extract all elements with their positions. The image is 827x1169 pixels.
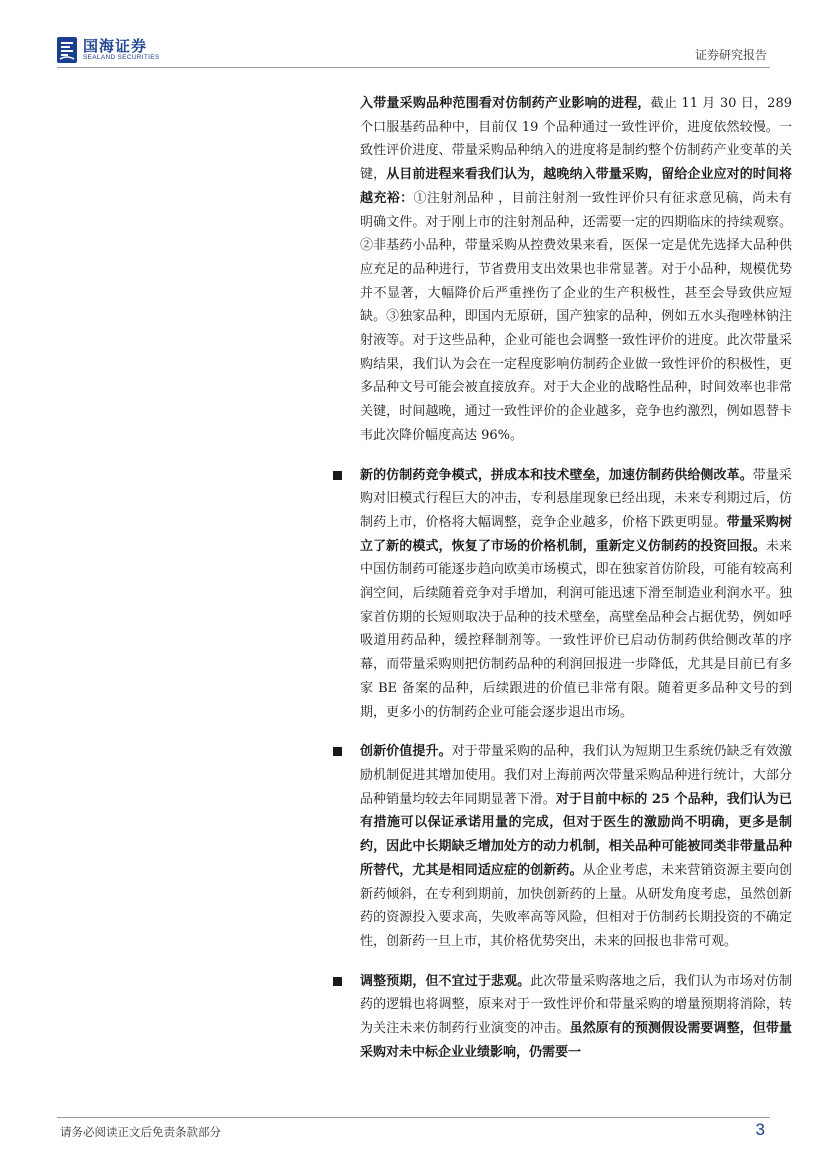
bold-text-segment: 虽然原有的预测假设需要调整，但带量采购对未中标企业业绩影响，仍需要一: [360, 1021, 792, 1060]
bold-text-segment: 新的仿制药竞争模式，拼成本和技术壁垒，加速仿制药供给侧改革。: [360, 467, 753, 483]
text-segment: 带量采购对旧模式行程巨大的冲击，专利悬崖现象已经出现，未来专利期过后，仿制药上市，价格将大幅调整，竞争企业越多，价格下跌更明显。: [360, 467, 792, 530]
square-bullet-icon: [333, 977, 342, 986]
page-number: 3: [755, 1120, 765, 1139]
body-paragraph: [360, 92, 792, 448]
bold-text-segment: 从目前进程来看我们认为，越晚纳入带量采购，留给企业应对的时间将越充裕：: [360, 167, 792, 206]
paragraph-text: [360, 740, 792, 953]
logo-chinese-name: 国海证券: [83, 37, 148, 55]
paragraph-text: [360, 92, 792, 448]
footer-divider: [57, 1117, 770, 1118]
company-logo: [57, 37, 160, 63]
bullet-paragraph: [360, 740, 792, 953]
bold-text-segment: 带量采购树立了新的模式，恢复了市场的价格机制，重新定义仿制药的投资回报。: [360, 514, 792, 554]
text-segment: 此次带量采购落地之后，我们认为市场对仿制药的逻辑也将调整，原来对于一致性评价和带量采购的增量预期将消除，转为关注未来仿制药行业演变的冲击。: [360, 973, 792, 1037]
logo-english-name: SEALAND SECURITIES: [83, 54, 160, 61]
text-segment: 对于带量采购的品种，我们认为短期卫生系统仍缺乏有效激励机制促进其增加使用。我们对上海前两次带量采购品种进行统计，大部分品种销量均较去年同期显著下滑。: [360, 744, 792, 807]
disclaimer-note: 请务必阅读正文后免责条款部分: [60, 1125, 221, 1139]
paragraph-text: [360, 970, 792, 1065]
bullet-paragraph: [360, 464, 792, 725]
bold-text-segment: 对于目前中标的 25 个品种，我们认为已有措施可以保证承诺用量的完成，但对于医生的激励尚不明确，更多是制约，因此中长期缺乏增加处方的动力机制，相关品种可能被同类非带量品种所替代，尤其是相同适应症的创新药。: [360, 791, 792, 878]
text-segment: 截止 11 月 30 日，289 个口服基药品种中，目前仅 19 个品种通过一致性评价，进度依然较慢。一致性评价进度、带量采购品种纳入的进度将是制约整个仿制药产业变革的关键，: [360, 96, 792, 183]
bold-text-segment: 入带量采购品种范围看对仿制药产业影响的进程，: [360, 96, 651, 111]
bullet-paragraph: [360, 970, 792, 1065]
header-divider: [57, 67, 770, 68]
page-header: [0, 0, 827, 70]
report-body: [360, 92, 792, 1064]
report-type-label: 证券研究报告: [694, 48, 767, 62]
bold-text-segment: 创新价值提升。: [360, 744, 452, 760]
sealand-logo-icon: [57, 37, 77, 63]
square-bullet-icon: [333, 747, 342, 756]
text-segment: 从企业考虑，未来营销资源主要向创新药倾斜，在专利到期前，加快创新药的上量。从研发角度考虑，虽然创新药的资源投入要求高，失败率高等风险，但相对于仿制药长期投资的不确定性，创新药一旦上市，其价格优势突出，未来的回报也非常可观。: [360, 862, 792, 949]
text-segment: 未来中国仿制药可能逐步趋向欧美市场模式，即在独家首仿阶段，可能有较高利润空间，后续随着竞争对手增加，利润可能迅速下滑至制造业利润水平。独家首仿期的长短则取决于品种的技术壁垒，高壁垒品种会占据优势，例如呼吸道用药品种，缓控释制剂等。一致性评价已启动仿制药供给侧改革的序幕，而带量采购则把仿制药品种的利润回报进一步降低，尤其是目前已有多家 BE 备案的品种，后续跟进的价值已非常有限。随着更多品种文号的到期，更多小的仿制药企业可能会逐步退出市场。: [360, 538, 792, 720]
square-bullet-icon: [333, 471, 342, 480]
text-segment: ①注射剂品种 ，目前注射剂一致性评价只有征求意见稿，尚未有明确文件。对于刚上市的注射剂品种，还需要一定的四期临床的持续观察。②非基药小品种，带量采购从控费效果来看，医保一定是优先选择大品种供应充足的品种进行，节省费用支出效果也非常显著。对于小品种，规模优势并不显著，大幅降价后严重挫伤了企业的生产积极性，甚至会导致供应短缺。③独家品种，即国内无原研，国产独家的品种，例如五水头孢唑林钠注射液等。对于这些品种，企业可能也会调整一致性评价的进度。此次带量采购结果，我们认为会在一定程度影响仿制药企业做一致性评价的积极性，更多品种文号可能会被直接放弃。对于大企业的战略性品种，时间效率也非常关键，时间越晚，通过一致性评价的企业越多，竞争也约激烈，例如恩替卡韦此次降价幅度高达 96%。: [360, 190, 792, 443]
paragraph-text: [360, 464, 792, 725]
bold-text-segment: 调整预期，但不宜过于悲观。: [360, 973, 531, 989]
